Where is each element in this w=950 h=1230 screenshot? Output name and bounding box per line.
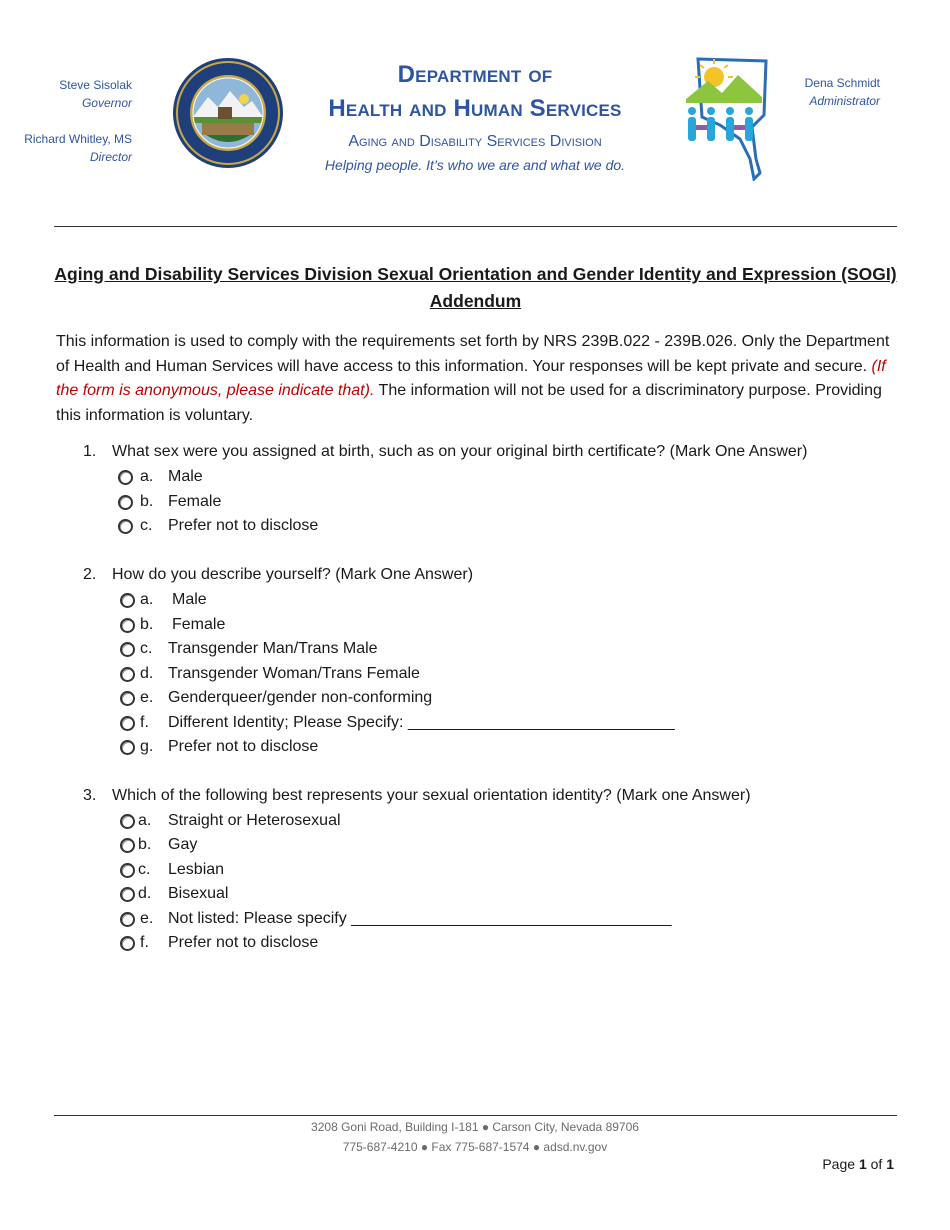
division-name: Aging and Disability Services Division	[348, 133, 602, 150]
question-2	[0, 563, 950, 588]
question-number: 3.	[83, 787, 97, 804]
option-label: Female	[172, 615, 226, 633]
footer-line-1: 3208 Goni Road, Building I-181 ● Carson City, Nevada 89706	[311, 1120, 639, 1134]
question-3	[0, 784, 950, 809]
option-label: Straight or Heterosexual	[168, 811, 341, 829]
option-label: Lesbian	[168, 860, 225, 878]
option-letter: c.	[138, 860, 151, 878]
option-letter: f.	[140, 934, 149, 951]
department-heading	[290, 58, 660, 176]
option-letter: c.	[140, 517, 153, 534]
intro-text-1: This information is used to comply with the requirements set forth by NRS 239B.022 - 239B.026. Only the Department of Health and Human Services will have access to this information. Your responses will be kept private and secure.	[56, 333, 890, 375]
question-text: Which of the following best represents your sexual orientation identity? (Mark one Answer)	[112, 787, 751, 804]
option-letter: f.	[140, 713, 149, 731]
option-label: Transgender Man/Trans Male	[168, 640, 378, 657]
radio-button[interactable]	[118, 495, 133, 510]
administrator-name: Dena Schmidt	[804, 76, 880, 90]
option-letter: g.	[140, 738, 154, 755]
footer-address	[200, 1117, 750, 1157]
document-title: Aging and Disability Services Division Sexual Orientation and Gender Identity and Expression (SOGI) Addendum	[54, 264, 897, 311]
option-label: Male	[172, 591, 207, 608]
option-label: Transgender Woman/Trans Female	[168, 664, 420, 682]
intro-paragraph	[56, 330, 896, 428]
option-label: Prefer not to disclose	[168, 517, 319, 534]
director-title: Director	[89, 150, 132, 164]
intro-text-2: The information will not be used for a discriminatory purpose. Providing this information is voluntary.	[56, 382, 882, 424]
radio-button[interactable]	[120, 814, 135, 829]
radio-button[interactable]	[120, 912, 135, 927]
option-label: Bisexual	[168, 885, 229, 902]
radio-button[interactable]	[120, 667, 135, 682]
option-letter: b.	[140, 615, 154, 633]
option-letter: d.	[140, 664, 154, 682]
radio-button[interactable]	[120, 618, 135, 633]
option-letter: a.	[138, 811, 152, 829]
question-text: How do you describe yourself? (Mark One Answer)	[112, 566, 474, 583]
footer-line-2: 775-687-4210 ● Fax 775-687-1574 ● adsd.nv.gov	[342, 1140, 608, 1154]
option-label: Gay	[168, 836, 198, 853]
option-label: Prefer not to disclose	[168, 934, 319, 951]
option-letter: e.	[140, 909, 154, 927]
footer-divider	[54, 1115, 897, 1116]
question-number: 1.	[83, 443, 97, 460]
option-label: Different Identity; Please Specify: ______________________________	[168, 713, 675, 731]
governor-name: Steve Sisolak	[59, 78, 132, 92]
radio-button[interactable]	[120, 887, 135, 902]
radio-button[interactable]	[120, 936, 135, 951]
left-officials	[20, 76, 132, 166]
page-label: Page	[822, 1156, 859, 1172]
radio-button[interactable]	[120, 838, 135, 853]
option-label: Genderqueer/gender non-conforming	[168, 689, 433, 706]
tagline: Helping people. It’s who we are and what we do.	[324, 157, 626, 173]
header-divider	[54, 226, 897, 227]
option-label: Male	[168, 468, 203, 485]
director-name: Richard Whitley, MS	[24, 132, 132, 146]
radio-button[interactable]	[120, 691, 135, 706]
option-letter: a.	[140, 591, 154, 608]
administrator-title: Administrator	[809, 94, 880, 108]
option-letter: b.	[140, 492, 154, 510]
option-letter: e.	[140, 689, 154, 706]
page-total: 1	[886, 1156, 894, 1172]
radio-button[interactable]	[118, 519, 133, 534]
radio-button[interactable]	[120, 716, 135, 731]
option-letter: d.	[138, 885, 152, 902]
radio-button[interactable]	[120, 863, 135, 878]
question-number: 2.	[83, 566, 97, 583]
radio-button[interactable]	[120, 740, 135, 755]
radio-button[interactable]	[120, 642, 135, 657]
dept-line2: Health and Human Services	[328, 95, 622, 122]
page-number	[760, 1153, 894, 1175]
page-current: 1	[858, 1156, 867, 1172]
right-official	[770, 74, 880, 110]
dept-line1: Department of	[397, 61, 553, 88]
option-letter: c.	[140, 640, 153, 657]
option-letter: a.	[140, 468, 154, 485]
option-label: Not listed: Please specify ____________________________________	[168, 909, 672, 927]
option-label: Female	[168, 492, 222, 510]
dhhs-logo-icon	[680, 55, 772, 181]
nevada-seal-icon	[172, 57, 284, 169]
question-1	[0, 440, 950, 465]
governor-title: Governor	[81, 96, 132, 110]
option-label: Prefer not to disclose	[168, 738, 319, 755]
question-text: What sex were you assigned at birth, such as on your original birth certificate? (Mark One Answer)	[112, 443, 808, 460]
anonymous-note: (If the form is anonymous, please indicate that).	[56, 357, 886, 399]
page-of: of	[866, 1156, 887, 1172]
radio-button[interactable]	[118, 470, 133, 485]
option-letter: b.	[138, 836, 152, 853]
radio-button[interactable]	[120, 593, 135, 608]
